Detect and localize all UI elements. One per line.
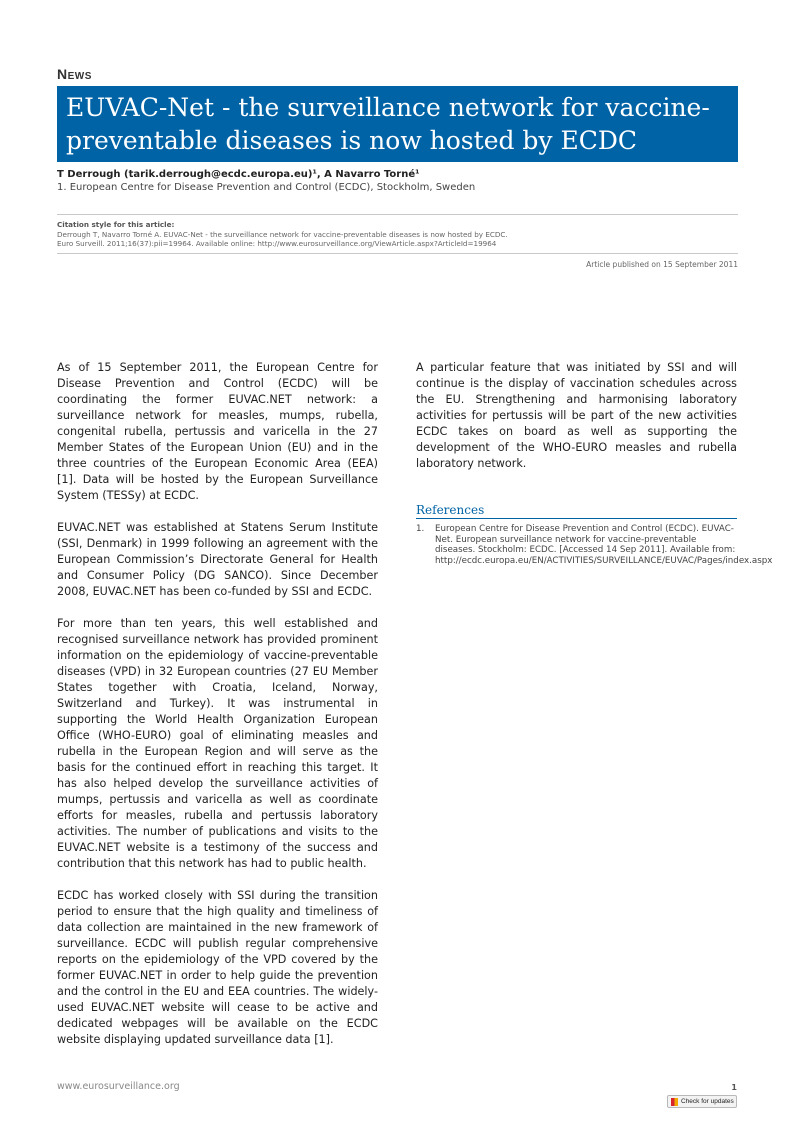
body-paragraph: As of 15 September 2011, the European Centre for Disease Prevention and Control (ECDC) will be coordinating the former EUVAC.NET network: a surveillance network for measles, mumps, rubella, congenital rubella, pertussis and varicella in the 27 Member States of the European Union (EU) and in the three countries of the European Economic Area (EEA) [1]. Data will be hosted by the European Surveillance System (TESSy) at ECDC. bbox=[57, 361, 378, 502]
divider-bottom bbox=[57, 253, 738, 254]
section-label: News bbox=[57, 66, 92, 82]
article-title: EUVAC-Net - the surveillance network for vaccine-preventable diseases is now hosted by ECDC bbox=[66, 93, 710, 155]
title-banner bbox=[57, 86, 738, 162]
reference-text: European Centre for Disease Prevention and Control (ECDC). EUVAC-Net. European surveillance network for vaccine-preventable diseases. Stockholm: ECDC. [Accessed 14 Sep 2011]. Available from: http://ecdc.europa.eu/EN/ACTIVITIES/SURVEILLANCE/EUVAC/Pages/index.aspx bbox=[435, 524, 773, 566]
citation-line: Derrough T, Navarro Torné A. EUVAC-Net - the surveillance network for vaccine-preventable diseases is now hosted by ECDC. bbox=[57, 229, 508, 239]
citation-label: Citation style for this article: bbox=[57, 220, 175, 229]
body-column-right bbox=[416, 360, 737, 488]
divider-top bbox=[57, 214, 738, 215]
affiliation: 1. European Centre for Disease Prevention and Control (ECDC), Stockholm, Sweden bbox=[57, 182, 476, 193]
page-number: 1 bbox=[731, 1083, 737, 1092]
footer-url[interactable]: www.eurosurveillance.org bbox=[57, 1081, 180, 1092]
reference-number: 1. bbox=[416, 524, 425, 534]
reference-item bbox=[416, 524, 773, 566]
body-paragraph: A particular feature that was initiated by SSI and will continue is the display of vaccination schedules across the EU. Strengthening and harmonising laboratory activities for pertussis will be part of the new activities ECDC takes on board as well as supporting the development of the WHO-EURO measles and rubella laboratory network. bbox=[416, 361, 737, 470]
citation-line: Euro Surveill. 2011;16(37):pii=19964. Available online: http://www.eurosurveillance.org/ViewArticle.aspx?ArticleId=19964 bbox=[57, 239, 497, 248]
body-paragraph: EUVAC.NET was established at Statens Serum Institute (SSI, Denmark) in 1999 following an agreement with the European Commission’s Directorate General for Health and Consumer Policy (DG SANCO). Since December 2008, EUVAC.NET has been co-funded by SSI and ECDC. bbox=[57, 521, 378, 598]
check-for-updates-icon bbox=[671, 1098, 678, 1106]
body-paragraph: ECDC has worked closely with SSI during the transition period to ensure that the high quality and timeliness of data collection are maintained in the new framework of surveillance. ECDC will publish regular comprehensive reports on the epidemiology of the VPD covered by the former EUVAC.NET in order to help guide the prevention and the control in the EU and EEA countries. The widely-used EUVAC.NET website will cease to be active and dedicated webpages will be available on the ECDC website displaying updated surveillance data [1]. bbox=[57, 889, 378, 1046]
authors: T Derrough (tarik.derrough@ecdc.europa.eu)¹, A Navarro Torné¹ bbox=[57, 169, 420, 180]
citation-block bbox=[57, 220, 738, 249]
check-for-updates-label: Check for updates bbox=[681, 1098, 734, 1105]
references-heading: References bbox=[416, 503, 737, 519]
body-paragraph: For more than ten years, this well established and recognised surveillance network has provided prominent information on the epidemiology of vaccine-preventable diseases (VPD) in 32 European countries (27 EU Member States together with Croatia, Iceland, Norway, Switzerland and Turkey). It was instrumental in supporting the World Health Organization European Office (WHO-EURO) goal of eliminating measles and rubella in the European Region and will serve as the basis for the continued effort in reaching this target. It has also helped develop the surveillance activities of mumps, pertussis and varicella as well as coordinate efforts for measles, rubella and pertussis laboratory activities. The number of publications and visits to the EUVAC.NET website is a testimony of the success and contribution that this network has had to public health. bbox=[57, 617, 378, 870]
body-column-left bbox=[57, 360, 378, 1064]
publication-date: Article published on 15 September 2011 bbox=[586, 260, 738, 269]
check-for-updates-button[interactable] bbox=[667, 1095, 737, 1108]
